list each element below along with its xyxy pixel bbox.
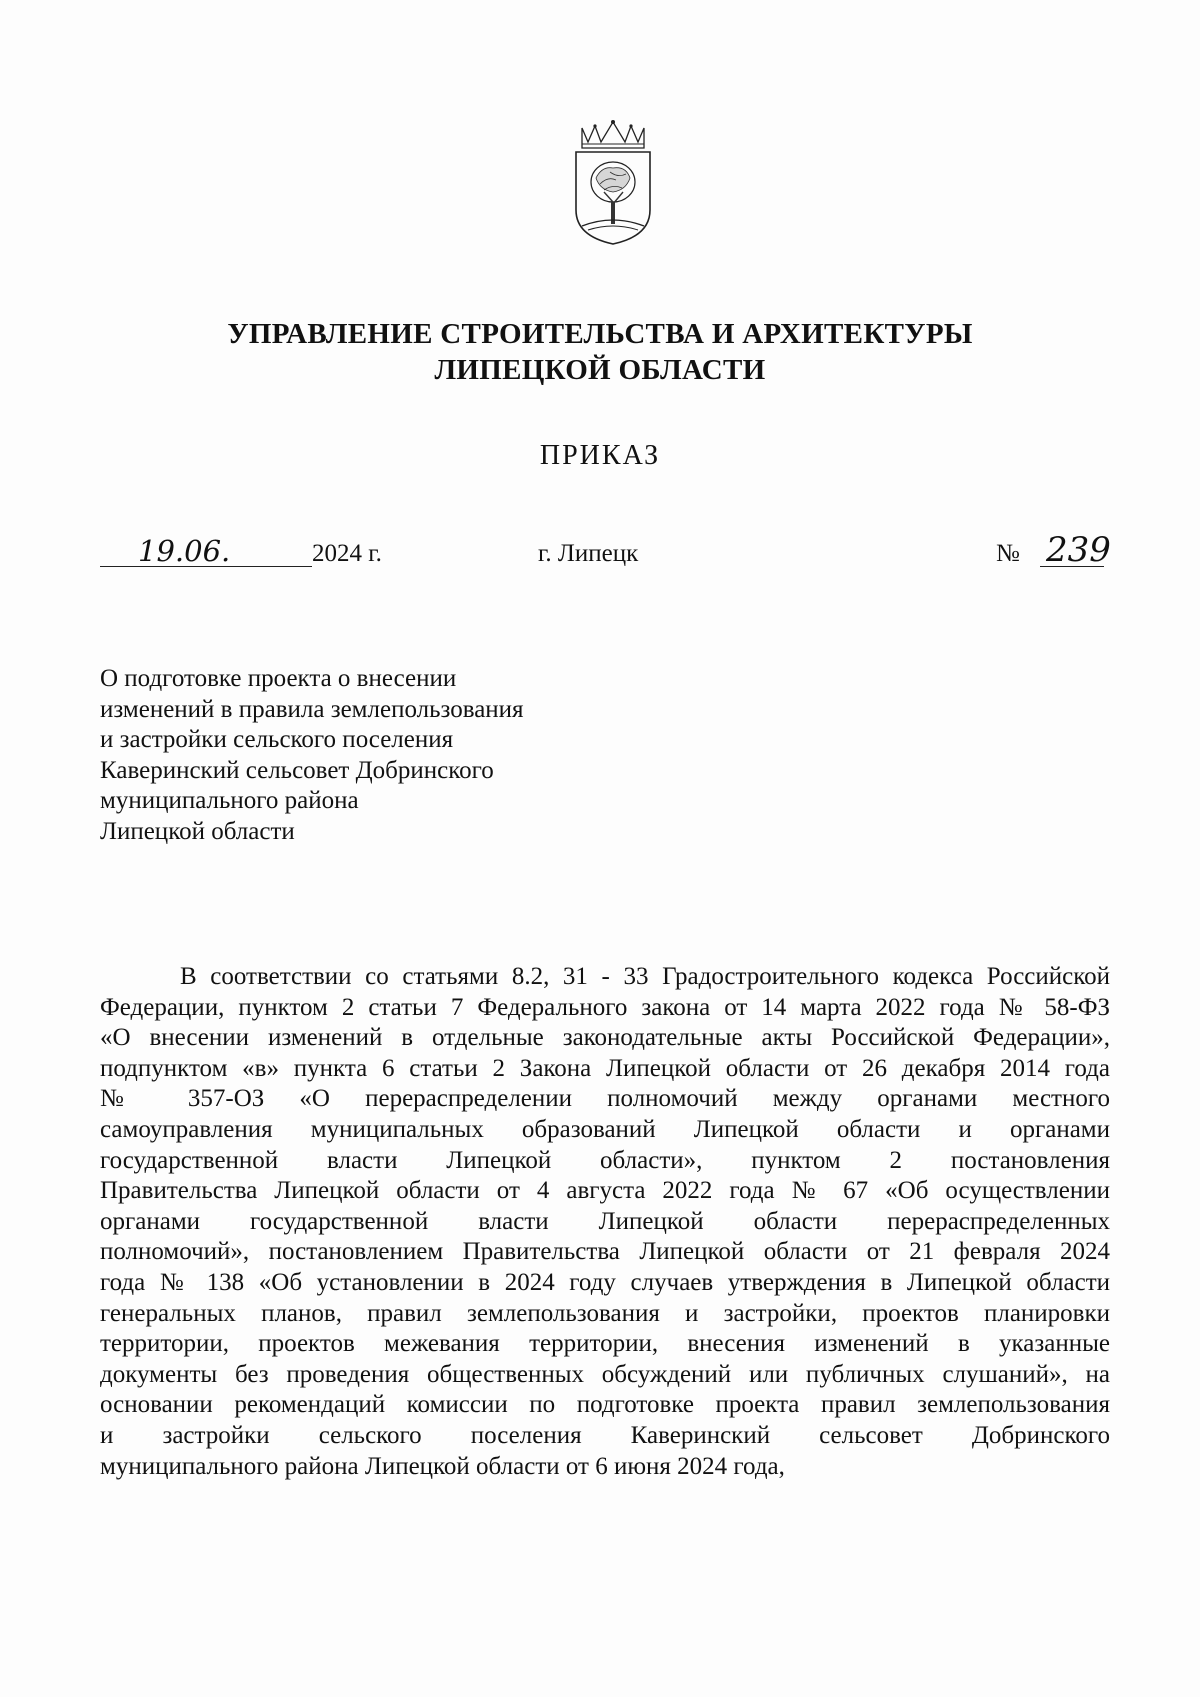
body-line: основании рекомендаций комиссии по подготовке проекта правил землепользования xyxy=(100,1391,1110,1419)
document-details-row xyxy=(100,530,1111,580)
body-line: и застройки сельского поселения Каверинский сельсовет Добринского xyxy=(100,1421,1110,1449)
body-line: года № 138 «Об установлении в 2024 году случаев утверждения в Липецкой области xyxy=(100,1268,1110,1296)
document-body-paragraph xyxy=(100,962,1110,1482)
body-line: подпунктом «в» пункта 6 статьи 2 Закона Липецкой области от 26 декабря 2014 года xyxy=(100,1054,1110,1082)
body-line: муниципального района Липецкой области от 6 июня 2024 года, xyxy=(100,1452,785,1480)
body-line: В соответствии со статьями 8.2, 31 - 33 Градостроительного кодекса Российской xyxy=(180,963,1110,990)
body-line: документы без проведения общественных обсуждений или публичных слушаний», на xyxy=(100,1360,1110,1388)
document-city: г. Липецк xyxy=(538,540,639,567)
body-line: Федерации, пунктом 2 статьи 7 Федерального закона от 14 марта 2022 года № 58-ФЗ xyxy=(100,993,1110,1021)
subject-line: и застройки сельского поселения xyxy=(100,726,454,753)
organization-title-line-2: ЛИПЕЦКОЙ ОБЛАСТИ xyxy=(434,354,766,386)
document-type-heading: ПРИКАЗ xyxy=(539,440,661,471)
handwritten-document-number: 239 xyxy=(1046,530,1111,570)
subject-line: О подготовке проекта о внесении xyxy=(100,665,457,692)
body-line: «О внесении изменений в отдельные законодательные акты Российской Федерации», xyxy=(100,1024,1110,1052)
body-line: государственной власти Липецкой области», пунктом 2 постановления xyxy=(100,1146,1110,1174)
document-year: 2024 г. xyxy=(312,540,382,567)
document-subject xyxy=(100,664,660,847)
body-line: № 357-ОЗ «О перераспределении полномочий между органами местного xyxy=(100,1085,1110,1113)
subject-line: муниципального района xyxy=(100,787,359,814)
subject-line: Липецкой области xyxy=(100,817,295,845)
organization-title-line-1: УПРАВЛЕНИЕ СТРОИТЕЛЬСТВА И АРХИТЕКТУРЫ xyxy=(227,318,973,350)
subject-line: изменений в правила землепользования xyxy=(100,695,524,723)
body-line: самоуправления муниципальных образований Липецкой области и органами xyxy=(100,1115,1110,1143)
handwritten-date: 19.06. xyxy=(138,534,231,568)
body-line: Правительства Липецкой области от 4 августа 2022 года № 67 «Об осуществлении xyxy=(100,1177,1110,1205)
body-line: территории, проектов межевания территории, внесения изменений в указанные xyxy=(100,1330,1110,1358)
number-sign: № xyxy=(996,540,1020,567)
coat-of-arms-emblem xyxy=(568,118,658,248)
body-line: генеральных планов, правил землепользования и застройки, проектов планировки xyxy=(100,1299,1110,1327)
subject-line: Каверинский сельсовет Добринского xyxy=(100,756,494,784)
body-line: органами государственной власти Липецкой области перераспределенных xyxy=(100,1207,1110,1235)
body-line: полномочий», постановлением Правительства Липецкой области от 21 февраля 2024 xyxy=(100,1238,1110,1266)
